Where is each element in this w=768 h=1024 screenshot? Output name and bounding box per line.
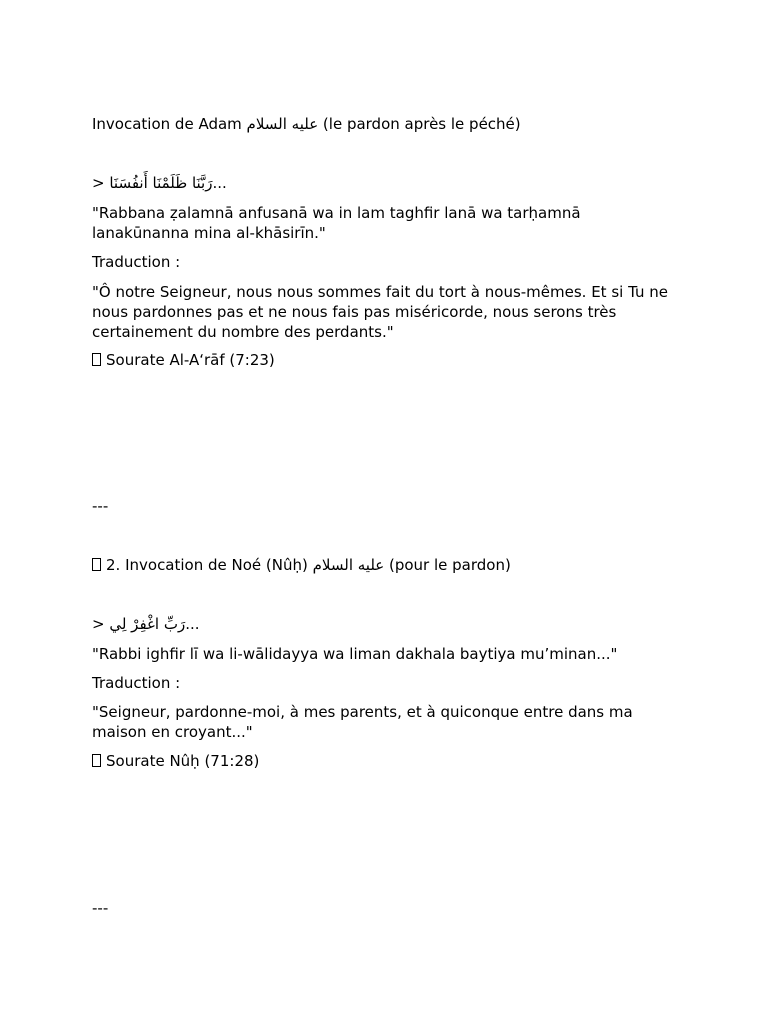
section2-reference-line	[92, 751, 672, 771]
separator: ---	[92, 899, 109, 917]
section2-heading-line	[92, 555, 672, 575]
section2-heading: 2. Invocation de Noé (Nûḥ) عليه السلام (pour le pardon)	[106, 556, 511, 574]
section2-transliteration: "Rabbi ighfir lī wa li-wālidayya wa liman dakhala baytiya mu’minan..."	[92, 645, 618, 663]
section2-reference: Sourate Nûḥ (71:28)	[106, 752, 260, 770]
section2-arabic-verse: > رَبِّ اغْفِرْ لِي...	[92, 615, 200, 633]
section2-translation: "Seigneur, pardonne-moi, à mes parents, et à quiconque entre dans ma maison en croyant..."	[92, 703, 638, 741]
section1-arabic-verse: > رَبَّنَا ظَلَمْنَا أَنفُسَنَا...	[92, 174, 227, 192]
section1-translation-label: Traduction :	[92, 253, 181, 271]
book-icon	[92, 754, 101, 767]
separator: ---	[92, 497, 109, 515]
book-icon	[92, 353, 101, 366]
section1-reference: Sourate Al-A‘rāf (7:23)	[106, 351, 275, 369]
section2-translation-label: Traduction :	[92, 674, 181, 692]
section1-heading: Invocation de Adam عليه السلام (le pardon après le péché)	[92, 115, 521, 133]
section1-reference-line	[92, 350, 672, 370]
section1-translation: "Ô notre Seigneur, nous nous sommes fait du tort à nous-mêmes. Et si Tu ne nous pardonnes pas et ne nous fais pas miséricorde, nous serons très certainement du nombre des perdants."	[92, 283, 673, 341]
section1-transliteration: "Rabbana ẓalamnā anfusanā wa in lam taghfir lanā wa tarḥamnā lanakūnanna mina al-khāsirīn."	[92, 204, 586, 242]
number-icon	[92, 558, 101, 571]
